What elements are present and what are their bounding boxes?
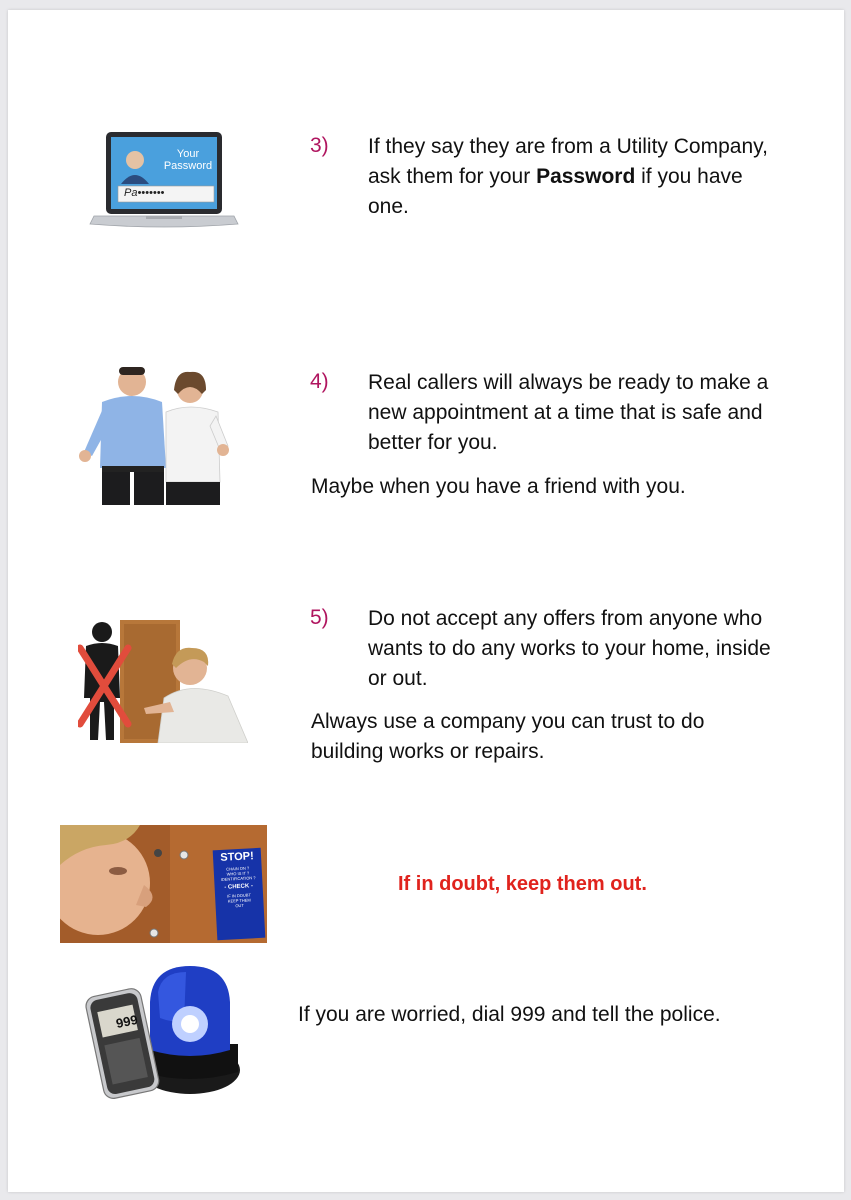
document-page	[8, 10, 844, 1192]
item-text-4: Real callers will always be ready to make a new appointment at a time that is safe and better for you.	[368, 371, 769, 454]
stop-sign-line2: WHO IS IT ?	[226, 870, 250, 877]
item-text-3-part1: If they say they are from a Utility Company, ask them for your	[368, 135, 768, 188]
item-note-4: Maybe when you have a friend with you.	[311, 475, 686, 498]
item-text-3	[368, 132, 788, 222]
stop-sign-line3: IDENTIFICATION ?	[220, 875, 256, 882]
stop-sign-line6: OUT	[235, 902, 244, 909]
item-note-5: Always use a company you can trust to do building works or repairs.	[311, 710, 705, 763]
doubt-warning: If in doubt, keep them out.	[398, 873, 647, 895]
stop-sign-check: - CHECK -	[224, 883, 254, 891]
thumbs-up-people-icon	[70, 360, 230, 505]
item-text-5: Do not accept any offers from anyone who wants to do any works to your home, inside or out.	[368, 607, 771, 690]
screen-caption-line1: Your	[176, 148, 200, 160]
screen-caption-line2: Password	[163, 160, 213, 172]
stop-sign-title: STOP!	[220, 850, 255, 864]
stop-sign-line4: IF IN DOUBT	[227, 892, 252, 899]
password-field-text: Pa•••••••	[124, 187, 165, 199]
stop-sign	[213, 848, 266, 940]
screen-caption	[158, 148, 218, 172]
laptop-password-icon	[88, 130, 240, 235]
stop-sign-line5: KEEP THEM	[227, 897, 251, 904]
phone-police-light-icon	[80, 962, 250, 1102]
door-viewer-icon	[60, 825, 267, 943]
stranger-at-door-icon	[78, 618, 248, 743]
item-number-5: 5)	[310, 606, 329, 629]
item-text-3-part2: if you have one.	[368, 165, 743, 218]
item-number-4: 4)	[310, 370, 329, 393]
password-emphasis: Password	[536, 165, 636, 188]
stop-sign-line1: CHAIN ON ?	[226, 865, 250, 872]
phone-display-text: 999	[114, 1011, 140, 1032]
item-number-3: 3)	[310, 134, 329, 157]
emergency-instruction: If you are worried, dial 999 and tell the police.	[298, 1003, 721, 1026]
